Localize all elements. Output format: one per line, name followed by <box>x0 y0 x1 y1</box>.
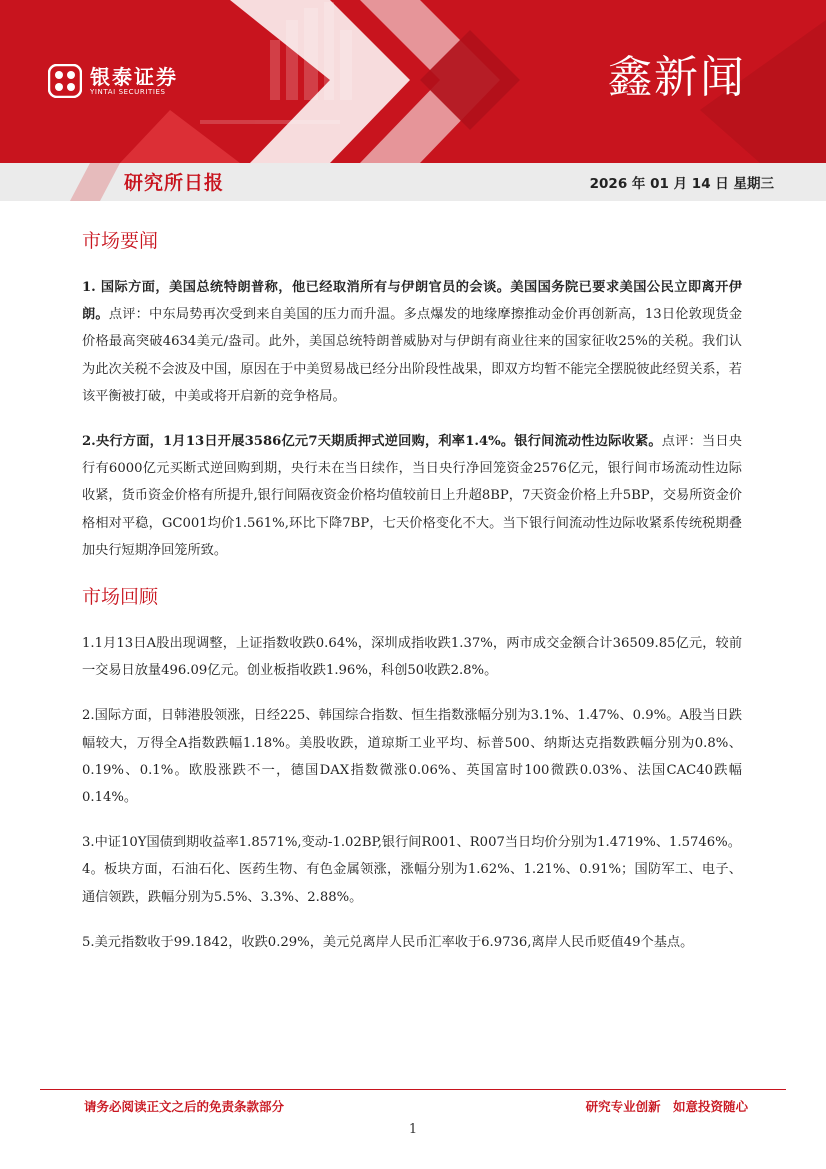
page-number: 1 <box>408 1122 418 1137</box>
news-item-headline: 1. 国际方面，美国总统特朗普称，他已经取消所有与伊朗官员的会谈。美国国务院已要求美国公民立即离开伊朗。 <box>82 280 742 323</box>
section-title-news: 市场要闻 <box>82 230 159 252</box>
report-date: 2026 年 01 月 14 日 星期三 <box>589 176 774 192</box>
yintai-logo-icon <box>48 64 82 98</box>
report-body <box>82 218 742 974</box>
footer-slogan: 研究专业创新 如意投资随心 <box>585 1099 748 1114</box>
news-item <box>82 274 742 410</box>
news-item-headline: 2.央行方面，1月13日开展3586亿元7天期质押式逆回购，利率1.4%。银行间流动性边际收紧。 <box>82 434 662 450</box>
news-item <box>82 428 742 564</box>
footer-disclaimer: 请务必阅读正文之后的免责条款部分 <box>84 1099 285 1114</box>
report-type-title: 研究所日报 <box>124 172 225 194</box>
header-banner <box>0 0 826 163</box>
logo-english-name: YINTAI SECURITIES <box>90 87 166 96</box>
review-item: 5.美元指数收于99.1842，收跌0.29%，美元兑离岸人民币汇率收于6.9736,离岸人民币贬值49个基点。 <box>82 934 694 950</box>
footer-divider <box>40 1089 786 1090</box>
yintai-logo <box>48 64 178 98</box>
brand-title: 鑫新闻 <box>608 52 746 103</box>
section-title-review: 市场回顾 <box>82 586 159 609</box>
review-item: 2.国际方面，日韩港股领涨，日经225、韩国综合指数、恒生指数涨幅分别为3.1%、1.47%、0.9%。A股当日跌幅较大，万得全A指数跌幅1.18%。美股收跌，道琼斯工业平均、标普500、纳斯达克指数跌幅分别为0.8%、0.19%、0.1%。欧股涨跌不一，德国DAX指数微涨0.06%、英国富时100微跌0.03%、法国CAC40跌幅0.14%。 <box>82 708 742 806</box>
review-item: 1.1月13日A股出现调整，上证指数收跌0.64%，深圳成指收跌1.37%，两市成交金额合计36509.85亿元，较前一交易日放量496.09亿元。创业板指收跌1.96%，科创50收跌2.8%。 <box>82 636 742 679</box>
news-item-comment: 点评：中东局势再次受到来自美国的压力而升温。多点爆发的地缘摩擦推动金价再创新高，13日伦敦现货金价格最高突破4634美元/盎司。此外，美国总统特朗普威胁对与伊朗有商业往来的国家征收25%的关税。我们认为此次关税不会波及中国，原因在于中美贸易战已经分出阶段性战果，即双方均暂不能完全摆脱彼此经贸关系，若该平衡被打破，中美或将开启新的竞争格局。 <box>82 307 743 404</box>
review-item: 3.中证10Y国债到期收益率1.8571%,变动-1.02BP,银行间R001、R007当日均价分别为1.4719%、1.5746%。 <box>82 835 741 851</box>
report-header <box>0 0 826 201</box>
news-item-comment: 点评：当日央行有6000亿元买断式逆回购到期，央行未在当日续作，当日央行净回笼资金2576亿元，银行间市场流动性边际收紧，货币资金价格有所提升,银行间隔夜资金价格均值较前日上升超8BP，7天资金价格上升5BP，交易所资金价格相对平稳，GC001均价1.561%,环比下降7BP，七天价格变化不大。当下银行间流动性边际收紧系传统税期叠加央行短期净回笼所致。 <box>82 434 742 558</box>
logo-chinese-name: 银泰证券 <box>90 64 178 89</box>
review-item: 4。板块方面，石油石化、医药生物、有色金属领涨，涨幅分别为1.62%、1.21%、0.91%；国防军工、电子、通信领跌，跌幅分别为5.5%、3.3%、2.88%。 <box>82 862 742 905</box>
